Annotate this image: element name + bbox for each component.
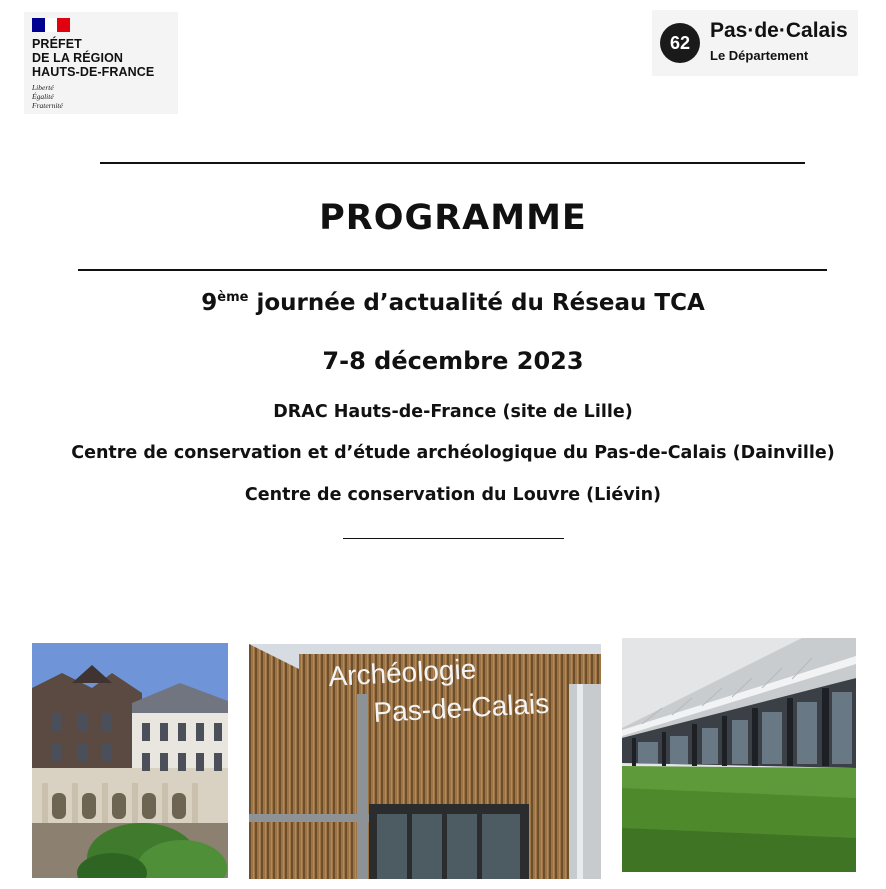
archeologie-building-photo <box>249 644 601 879</box>
venue-drac: DRAC Hauts-de-France (site de Lille) <box>273 402 633 422</box>
venue-lievin: Centre de conservation du Louvre (Liévin) <box>244 485 662 505</box>
louvre-lievin-photo <box>622 638 856 872</box>
event-dates: 7-8 décembre 2023 <box>322 347 584 375</box>
venue-dainville: Centre de conservation et d’étude archéologique du Pas-de-Calais (Dainville) <box>71 443 835 463</box>
prefet-region-logo <box>24 12 178 114</box>
pas-de-calais-logo <box>652 10 858 76</box>
french-flag-icon <box>32 18 70 32</box>
short-divider <box>343 538 564 539</box>
department-62-badge: 62 <box>660 23 700 63</box>
title-divider <box>78 269 827 271</box>
department-subtitle: Le Département <box>710 48 809 63</box>
top-divider <box>100 162 805 164</box>
prefet-logo-text: PRÉFET DE LA RÉGION HAUTS-DE-FRANCE <box>32 37 155 79</box>
event-edition: 9ème journée d’actualité du Réseau TCA <box>201 290 705 316</box>
drac-lille-photo <box>32 643 228 878</box>
sign-line-1: Archéologie <box>327 653 477 692</box>
prefet-motto: Liberté Égalité Fraternité <box>32 83 63 110</box>
page-title: PROGRAMME <box>319 198 587 238</box>
sign-line-2: Pas-de-Calais <box>372 687 550 728</box>
department-name: Pas·de·Calais <box>710 19 848 42</box>
